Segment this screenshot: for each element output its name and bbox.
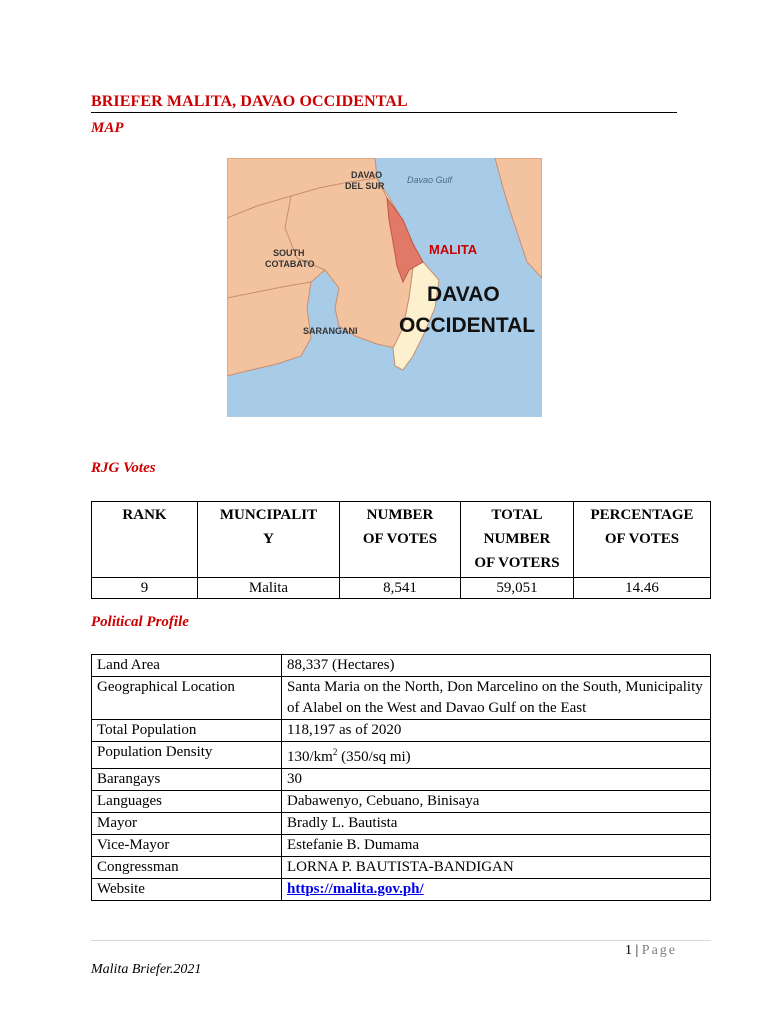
value-vice-mayor: Estefanie B. Dumama — [282, 835, 711, 857]
label-mayor: Mayor — [92, 813, 282, 835]
cell-rank: 9 — [92, 578, 198, 599]
table-row — [92, 720, 711, 742]
footer-divider — [91, 940, 711, 941]
value-land-area: 88,337 (Hectares) — [282, 655, 711, 677]
table-row — [92, 791, 711, 813]
value-congressman: LORNA P. BAUTISTA-BANDIGAN — [282, 857, 711, 879]
label-malita: MALITA — [429, 242, 478, 257]
label-south-cotabato-1: SOUTH — [273, 248, 305, 258]
label-congressman: Congressman — [92, 857, 282, 879]
value-density: $130/km^2$ (350/sq mi) — [282, 742, 711, 769]
label-davao-occidental-2: OCCIDENTAL — [399, 314, 536, 337]
table-row — [92, 879, 711, 901]
page-number: 1 | Page — [624, 943, 677, 958]
label-davao-occidental-1: DAVAO — [427, 283, 500, 306]
value-mayor: Bradly L. Bautista — [282, 813, 711, 835]
value-languages: Dabawenyo, Cebuano, Binisaya — [282, 791, 711, 813]
footer-text: Malita Briefer.2021 — [91, 962, 202, 977]
map-graphic — [227, 158, 542, 417]
table-row — [92, 835, 711, 857]
label-sarangani: SARANGANI — [303, 326, 358, 336]
header-percentage: PERCENTAGE OF VOTES — [574, 502, 711, 578]
table-row — [92, 857, 711, 879]
header-municipality: MUNCIPALIT Y — [198, 502, 340, 578]
label-vice-mayor: Vice-Mayor — [92, 835, 282, 857]
label-languages: Languages — [92, 791, 282, 813]
label-website: Website — [92, 879, 282, 901]
document-title: BRIEFER MALITA, DAVAO OCCIDENTAL — [91, 93, 677, 113]
value-location: Santa Maria on the North, Don Marcelino on the South, Municipality of Alabel on the West and Davao Gulf on the East — [282, 677, 711, 720]
cell-votes: 8,541 — [340, 578, 461, 599]
label-davao-del-sur-2: DEL SUR — [345, 181, 385, 191]
label-davao-del-sur-1: DAVAO — [351, 170, 383, 180]
table-row — [92, 578, 711, 599]
table-row — [92, 677, 711, 720]
votes-table — [91, 501, 711, 599]
votes-heading: RJG Votes — [91, 460, 156, 476]
table-row — [92, 742, 711, 769]
table-row — [92, 813, 711, 835]
votes-header-row — [92, 502, 711, 578]
header-number-of-votes: NUMBER OF VOTES — [340, 502, 461, 578]
value-website — [282, 879, 711, 901]
header-rank: RANK — [92, 502, 198, 578]
label-barangays: Barangays — [92, 769, 282, 791]
value-population: 118,197 as of 2020 — [282, 720, 711, 742]
label-population: Total Population — [92, 720, 282, 742]
table-row — [92, 769, 711, 791]
website-link[interactable]: https://malita.gov.ph/ — [287, 881, 424, 897]
label-davao-gulf: Davao Gulf — [407, 175, 453, 185]
profile-heading: Political Profile — [91, 614, 189, 630]
cell-municipality: Malita — [198, 578, 340, 599]
label-location: Geographical Location — [92, 677, 282, 720]
cell-percentage: 14.46 — [574, 578, 711, 599]
value-barangays: 30 — [282, 769, 711, 791]
map-heading: MAP — [91, 120, 124, 136]
label-land-area: Land Area — [92, 655, 282, 677]
cell-voters: 59,051 — [461, 578, 574, 599]
label-density: Population Density — [92, 742, 282, 769]
location-map — [227, 158, 542, 417]
header-total-voters: TOTAL NUMBER OF VOTERS — [461, 502, 574, 578]
political-profile-table — [91, 654, 711, 901]
label-south-cotabato-2: COTABATO — [265, 259, 315, 269]
table-row — [92, 655, 711, 677]
